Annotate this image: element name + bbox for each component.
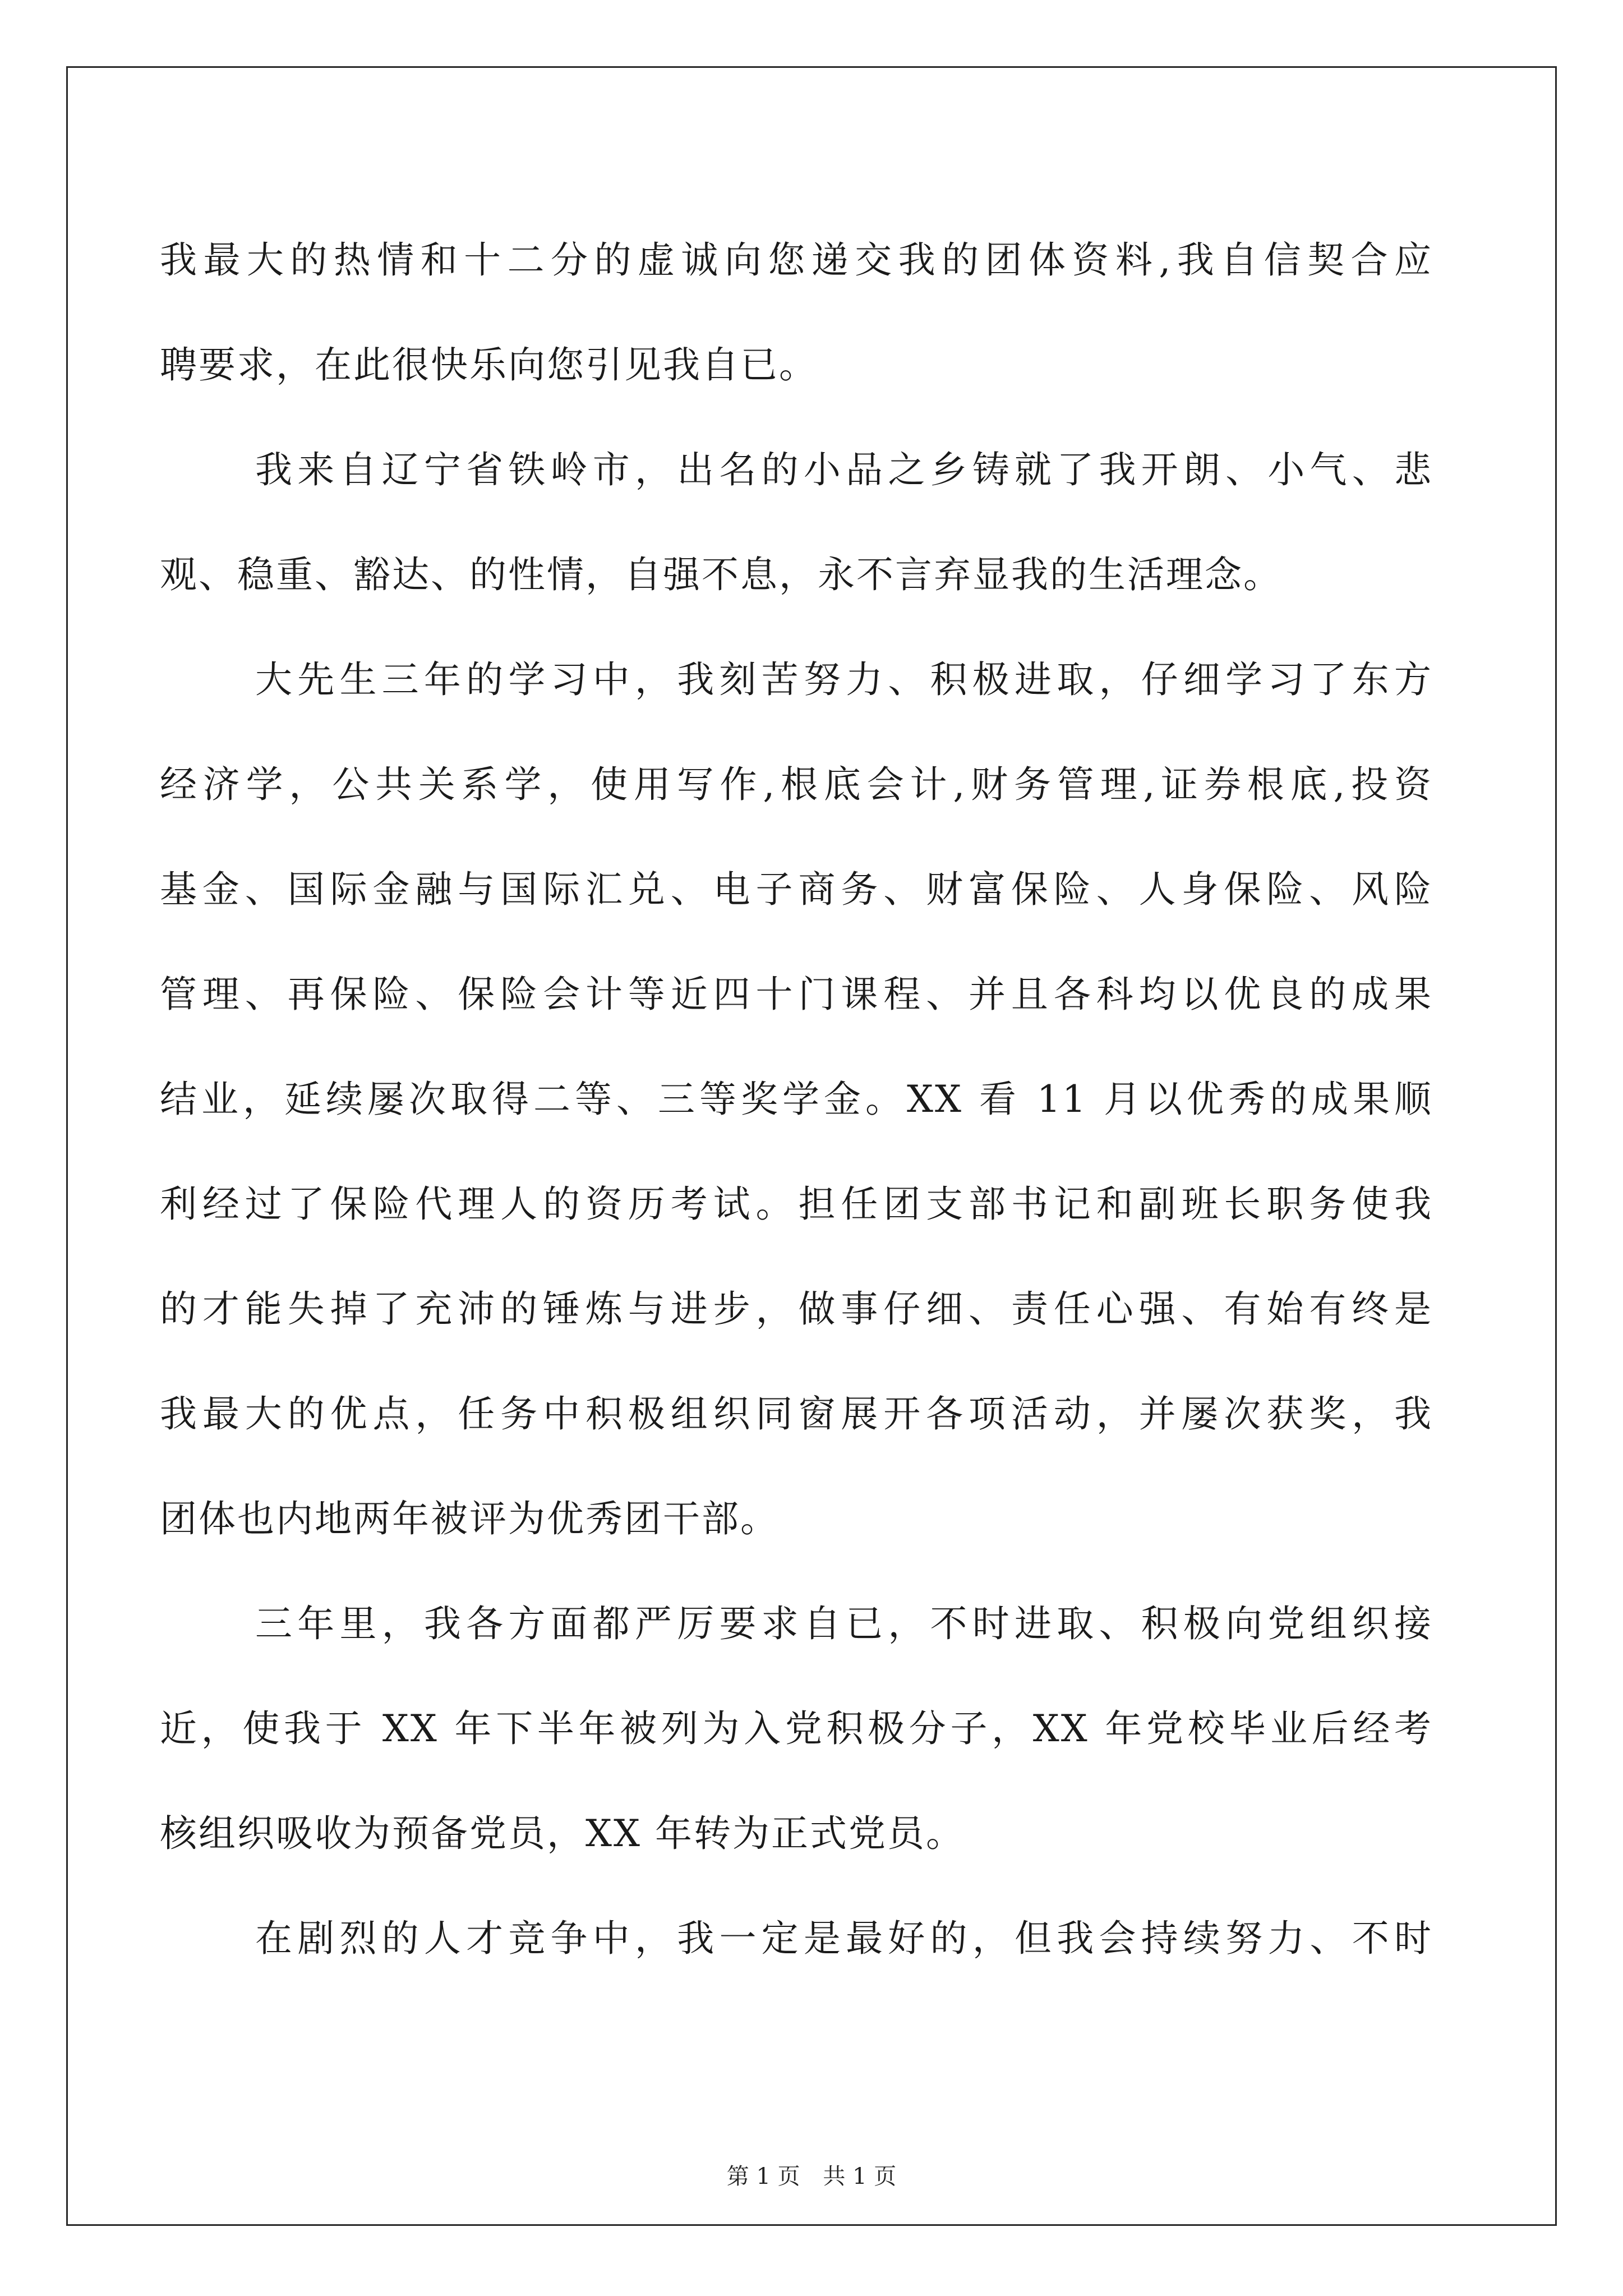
page-footer xyxy=(0,2160,1623,2193)
text-line: 聘要求，在此很快乐向您引见我自已。 xyxy=(160,343,818,386)
paragraph-4 xyxy=(160,1571,1433,1886)
document-body xyxy=(160,208,1433,1991)
text-line: 我最大的热情和十二分的虚诚向您递交我的团体资料,我自信契合应 xyxy=(160,238,1433,282)
text-line: 核组织吸收为预备党员，XX 年转为正式党员。 xyxy=(160,1812,965,1855)
page-total: 共 1 页 xyxy=(823,2164,897,2189)
text-line: 观、稳重、豁达、的性情，自强不息，永不言弃显我的生活理念。 xyxy=(160,553,1282,596)
text-line: 的才能失掉了充沛的锤炼与进步，做事仔细、责任心强、有始有终是 xyxy=(160,1287,1433,1331)
text-line: 管理、再保险、保险会计等近四十门课程、并且各科均以优良的成果 xyxy=(160,973,1433,1016)
text-line: 大先生三年的学习中，我刻苦努力、积极进取，仔细学习了东方 xyxy=(255,658,1433,701)
text-line: 结业，延续屡次取得二等、三等奖学金。XX 看 11 月以优秀的成果顺 xyxy=(160,1078,1433,1121)
text-line: 经济学，公共关系学，使用写作,根底会计,财务管理,证券根底,投资 xyxy=(160,763,1433,806)
text-line: 团体也内地两年被评为优秀团干部。 xyxy=(160,1497,779,1540)
page-number: 第 1 页 xyxy=(726,2164,800,2189)
paragraph-1 xyxy=(160,208,1433,417)
text-line: 我最大的优点，任务中积极组织同窗展开各项活动，并屡次获奖，我 xyxy=(160,1392,1433,1435)
text-line: 在剧烈的人才竞争中，我一定是最好的，但我会持续努力、不时 xyxy=(255,1917,1433,1960)
paragraph-3 xyxy=(160,627,1433,1571)
text-line: 我来自辽宁省铁岭市，出名的小品之乡铸就了我开朗、小气、悲 xyxy=(255,448,1433,491)
paragraph-5 xyxy=(160,1886,1433,1991)
text-line: 利经过了保险代理人的资历考试。担任团支部书记和副班长职务使我 xyxy=(160,1182,1433,1226)
text-line: 三年里，我各方面都严厉要求自已，不时进取、积极向党组织接 xyxy=(255,1602,1433,1645)
text-line: 近，使我于 XX 年下半年被列为入党积极分子，XX 年党校毕业后经考 xyxy=(160,1707,1433,1750)
paragraph-2 xyxy=(160,417,1433,627)
text-line: 基金、国际金融与国际汇兑、电子商务、财富保险、人身保险、风险 xyxy=(160,868,1433,911)
